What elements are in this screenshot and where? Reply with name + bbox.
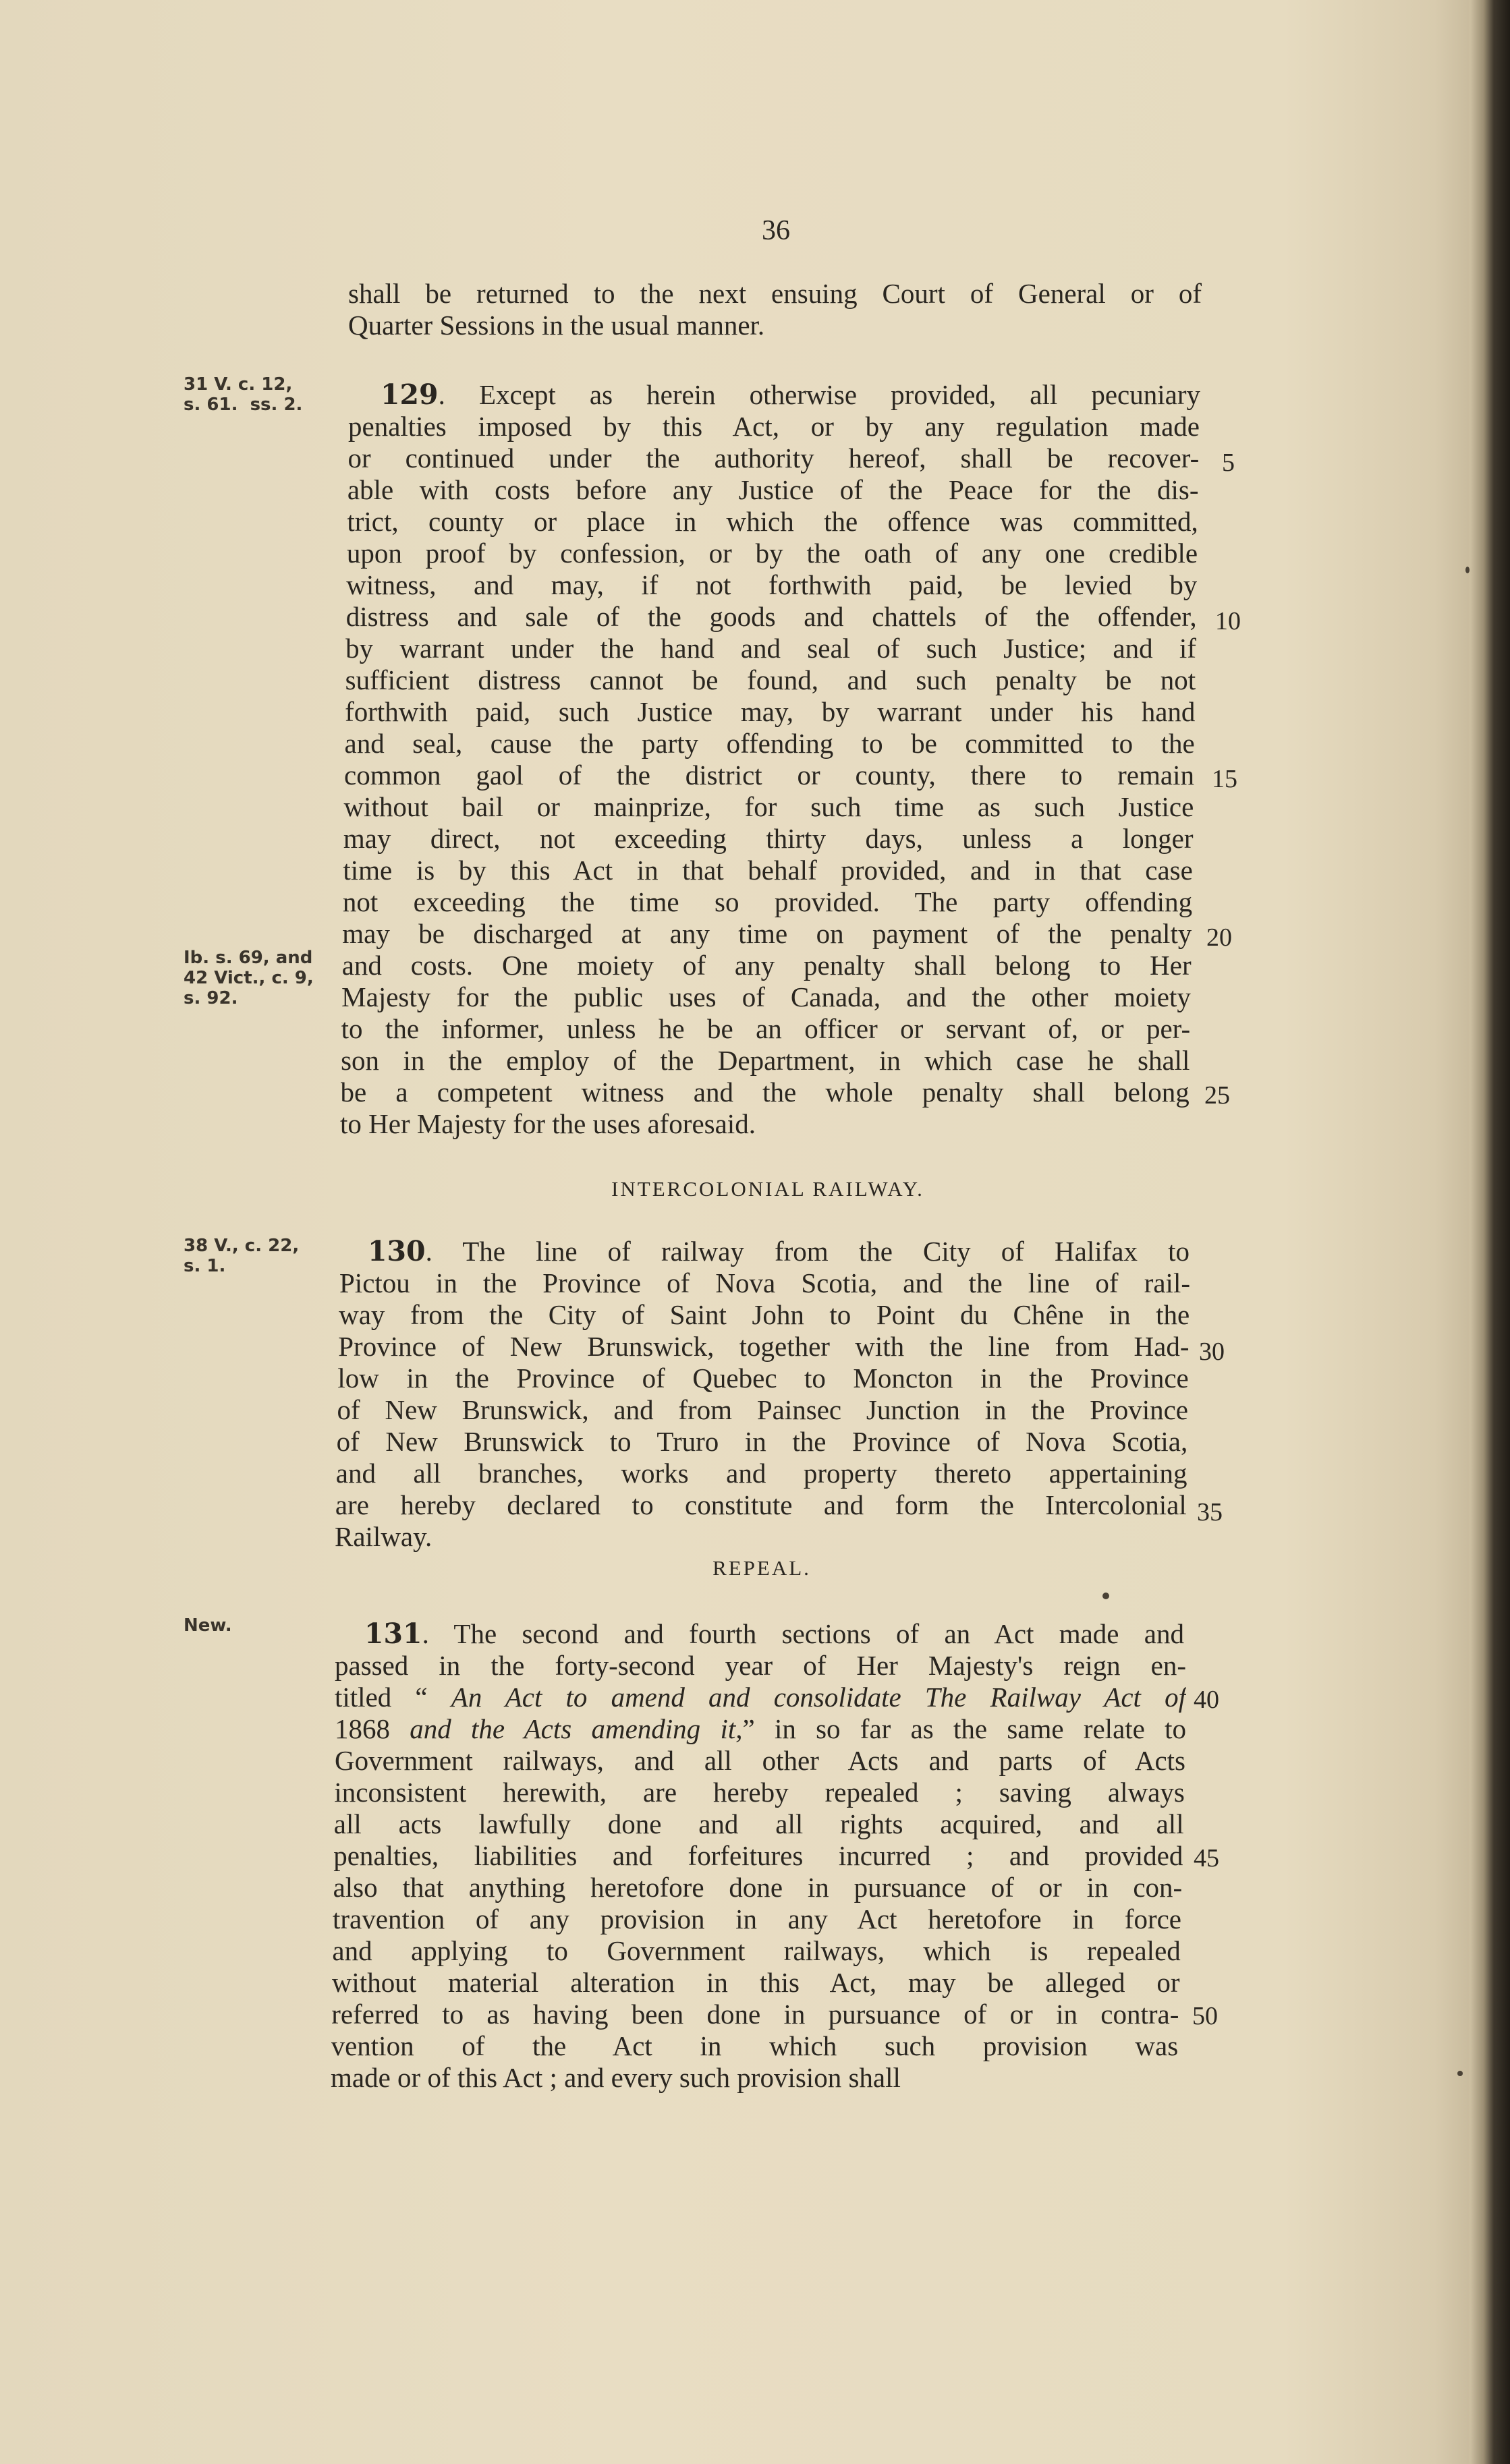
- section-text-line: able with costs before any Justice of the Peace for the dis-: [347, 474, 1199, 505]
- section-text-line: to Her Majesty for the uses aforesaid.: [340, 1108, 756, 1139]
- section-text-line: Government railways, and all other Acts and parts of Acts: [335, 1745, 1185, 1776]
- section-text-line: to the informer, unless he be an officer or servant of, or per-: [341, 1013, 1191, 1044]
- section-text-line: and applying to Government railways, which is repealed: [332, 1935, 1181, 1966]
- carryover-line: Quarter Sessions in the usual manner.: [348, 310, 765, 341]
- section-text-line: referred to as having been done in pursuance of or in contra-: [331, 1999, 1179, 2030]
- section-text-line: passed in the forty-second year of Her Majesty's reign en-: [335, 1650, 1186, 1681]
- line-number: 35: [1197, 1498, 1223, 1526]
- section-text-line: penalties, liabilities and forfeitures incurred ; and provided: [333, 1840, 1183, 1871]
- ink-speck: [1465, 567, 1470, 573]
- carryover-line: shall be returned to the next ensuing Court of General or of: [348, 278, 1202, 309]
- section-text-line: travention of any provision in any Act heretofore in force: [333, 1903, 1181, 1935]
- section-text-line: vention of the Act in which such provision was: [331, 2030, 1179, 2061]
- section-text-line: may be discharged at any time on payment of the penalty: [342, 918, 1192, 949]
- section-text: 1868: [335, 1713, 410, 1744]
- section-text-line: penalties imposed by this Act, or by any regulation made: [348, 411, 1200, 442]
- marginal-note: 38 V., c. 22, s. 1.: [184, 1236, 300, 1276]
- line-number: 10: [1215, 607, 1241, 635]
- section-text-line: and all branches, works and property thereto appertaining: [335, 1458, 1187, 1489]
- section-text-line: are hereby declared to constitute and form the Intercolonial: [335, 1489, 1187, 1520]
- section-text-line: may direct, not exceeding thirty days, unless a longer: [343, 823, 1194, 854]
- section-130-first-line: [368, 1236, 1190, 1267]
- ink-speck: [1102, 1593, 1109, 1599]
- line-number: 30: [1199, 1338, 1225, 1366]
- section-number: 131: [364, 1618, 422, 1650]
- marginal-note: Ib. s. 69, and 42 Vict., c. 9, s. 92.: [184, 948, 314, 1008]
- section-number: 130: [368, 1236, 426, 1267]
- section-text-line: by warrant under the hand and seal of such Justice; and if: [345, 633, 1196, 664]
- section-text-line: low in the Province of Quebec to Moncton in the Province: [337, 1363, 1189, 1394]
- marginal-note: 31 V. c. 12, s. 61. ss. 2.: [184, 374, 303, 415]
- line-number: 25: [1204, 1081, 1230, 1110]
- section-text-line: upon proof by confession, or by the oath of any one credible: [346, 538, 1198, 569]
- section-text-line: of New Brunswick to Truro in the Province of Nova Scotia,: [336, 1426, 1188, 1457]
- section-text-line: inconsistent herewith, are hereby repealed ; saving always: [334, 1777, 1185, 1808]
- section-text-line: Province of New Brunswick, together with the line from Had-: [338, 1331, 1190, 1362]
- section-text-line: not exceeding the time so provided. The party offending: [342, 886, 1193, 917]
- section-text-line: without bail or mainprize, for such time as such Justice: [343, 791, 1194, 822]
- section-number: 129: [381, 379, 439, 411]
- section-text-line: forthwith paid, such Justice may, by warrant under his hand: [345, 696, 1196, 727]
- marginal-note: New.: [184, 1615, 232, 1636]
- section-text-line: Majesty for the public uses of Canada, and the other moiety: [341, 981, 1191, 1012]
- ink-speck: [1457, 2071, 1463, 2076]
- section-text-line: witness, and may, if not forthwith paid, be levied by: [346, 569, 1198, 600]
- line-number: 50: [1192, 2002, 1218, 2030]
- section-text-line: common gaol of the district or county, there to remain: [344, 760, 1194, 791]
- section-text: titled “: [335, 1682, 451, 1713]
- section-text-line: all acts lawfully done and all rights acquired, and all: [333, 1808, 1184, 1839]
- section-text-line: and costs. One moiety of any penalty shall belong to Her: [341, 950, 1192, 981]
- section-text-line: Pictou in the Province of Nova Scotia, and the line of rail-: [339, 1267, 1190, 1298]
- section-heading: INTERCOLONIAL RAILWAY.: [611, 1177, 924, 1201]
- section-text-line: sufficient distress cannot be found, and such penalty be not: [345, 664, 1196, 695]
- line-number: 20: [1206, 923, 1232, 952]
- section-text-line: way from the City of Saint John to Point du Chêne in the: [339, 1299, 1190, 1330]
- section-text-line: [335, 1713, 1186, 1745]
- section-text-line: of New Brunswick, and from Painsec Junction in the Province: [337, 1394, 1188, 1425]
- line-number: 15: [1212, 765, 1237, 793]
- page-number: 36: [762, 215, 790, 246]
- section-text-line: and seal, cause the party offending to be committed to the: [344, 728, 1195, 759]
- section-text-line: or continued under the authority hereof, shall be recover-: [347, 442, 1200, 474]
- section-text-line: without material alteration in this Act, may be alleged or: [331, 1967, 1180, 1998]
- section-text-line: also that anything heretofore done in pursuance of or in con-: [333, 1872, 1183, 1903]
- section-text: . The line of railway from the City of Halifax to: [425, 1236, 1190, 1267]
- section-text: . The second and fourth sections of an Act made and: [422, 1618, 1184, 1649]
- section-text: ” in so far as the same relate to: [742, 1713, 1186, 1744]
- act-title-italic: An Act to amend and consolidate The Railway Act of: [451, 1682, 1186, 1713]
- section-text-line: [335, 1682, 1186, 1713]
- section-text: . Except as herein otherwise provided, all pecuniary: [438, 379, 1200, 410]
- section-text-line: Railway.: [335, 1521, 432, 1552]
- section-129-first-line: [381, 379, 1200, 411]
- section-text-line: be a competent witness and the whole penalty shall belong: [340, 1077, 1190, 1108]
- section-text-line: trict, county or place in which the offence was committed,: [347, 506, 1198, 537]
- section-text-line: made or of this Act ; and every such provision shall: [331, 2062, 901, 2093]
- section-131-first-line: [364, 1618, 1184, 1650]
- book-spine-shadow: [1470, 0, 1510, 2464]
- act-title-italic: and the Acts amending it,: [410, 1713, 743, 1744]
- line-number: 40: [1194, 1686, 1219, 1714]
- section-text-line: time is by this Act in that behalf provided, and in that case: [343, 855, 1193, 886]
- section-text-line: son in the employ of the Department, in which case he shall: [341, 1045, 1190, 1076]
- section-heading: REPEAL.: [712, 1556, 811, 1580]
- line-number: 45: [1194, 1844, 1219, 1872]
- line-number: 5: [1222, 449, 1235, 477]
- section-text-line: distress and sale of the goods and chattels of the offender,: [345, 601, 1197, 632]
